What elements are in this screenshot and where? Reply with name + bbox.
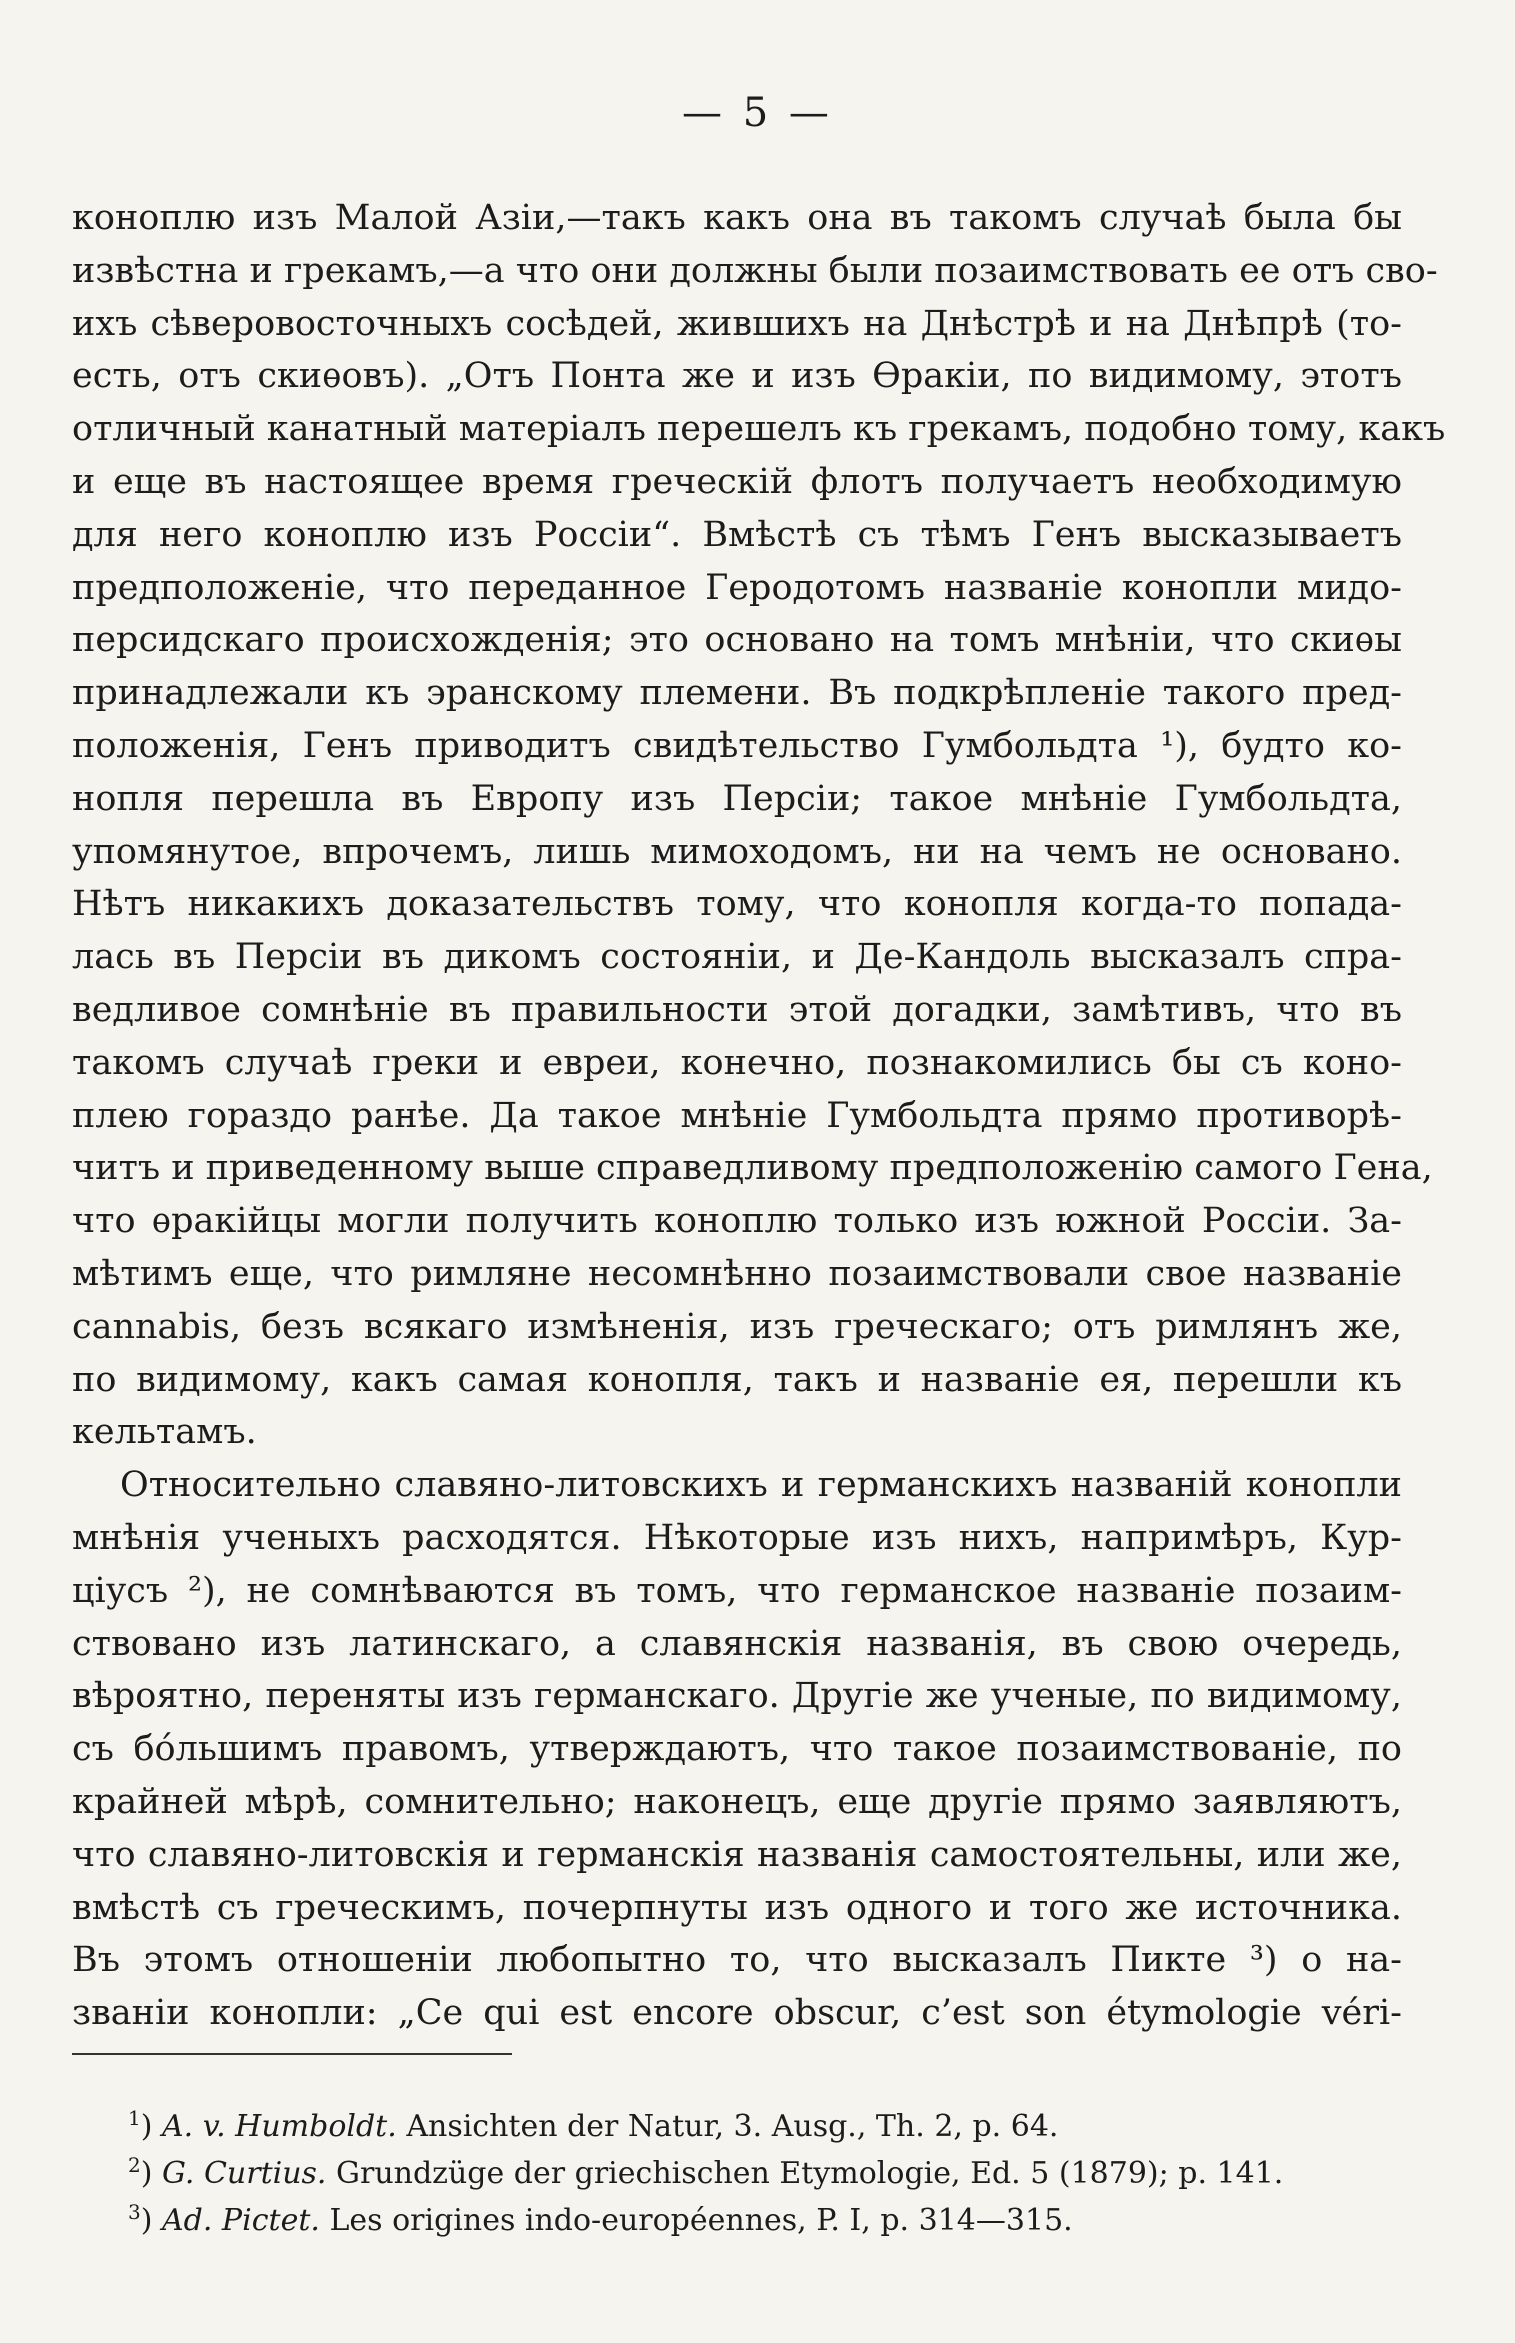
- text-line: ствовано изъ латинскаго, а славянскія названія, въ свою очередь,: [72, 1623, 1402, 1664]
- paragraph-end-line: кельтамъ.: [72, 1412, 257, 1453]
- footnote-text: Grundzüge der griechischen Etymologie, Ed. 5 (1879); p. 141.: [336, 2156, 1284, 2191]
- text-line: есть, отъ скиѳовъ). „Отъ Понта же и изъ Ѳракіи, по видимому, этотъ: [72, 356, 1402, 397]
- text-line: коноплю изъ Малой Азіи,—такъ какъ она въ такомъ случаѣ была бы: [72, 198, 1402, 238]
- text-line: ихъ сѣверовосточныхъ сосѣдей, жившихъ на Днѣстрѣ и на Днѣпрѣ (то-: [72, 303, 1402, 344]
- footnote-text: Les origines indo-européennes, P. I, p. 314—315.: [329, 2203, 1073, 2238]
- footnote-divider: [72, 2053, 512, 2055]
- text-line: предположеніе, что переданное Геродотомъ названіе конопли мидо-: [72, 567, 1402, 608]
- text-line: что ѳракійцы могли получить коноплю только изъ южной Россіи. За-: [72, 1201, 1402, 1242]
- footnote-text: Ansichten der Natur, 3. Ausg., Th. 2, p. 64.: [406, 2109, 1059, 2144]
- text-line: лась въ Персіи въ дикомъ состояніи, и Де-Кандоль высказалъ спра-: [72, 937, 1402, 978]
- text-line: нопля перешла въ Европу изъ Персіи; такое мнѣніе Гумбольдта,: [72, 778, 1402, 819]
- footnote-author: Ad. Pictet.: [161, 2203, 320, 2238]
- paragraph-start-line: Относительно славяно-литовскихъ и германскихъ названій конопли: [120, 1465, 1402, 1506]
- text-line: упомянутое, впрочемъ, лишь мимоходомъ, ни на чемъ не основано.: [72, 831, 1402, 872]
- text-line: мѣтимъ еще, что римляне несомнѣнно позаимствовали свое названіе: [72, 1253, 1402, 1294]
- body-text: [72, 192, 1446, 2040]
- text-line: ціусъ ²), не сомнѣваются въ томъ, что германское названіе позаим-: [72, 1570, 1402, 1611]
- text-line: что славяно-литовскія и германскія названія самостоятельны, или же,: [72, 1834, 1402, 1875]
- text-line: съ бóльшимъ правомъ, утверждаютъ, что такое позаимствованіе, по: [72, 1729, 1402, 1770]
- footnote: $^1$) A. v. Humboldt. Ansichten der Natur, 3. Ausg., Th. 2, p. 64.: [128, 2106, 1059, 2144]
- text-line: и еще въ настоящее время греческій флотъ получаетъ необходимую: [72, 461, 1402, 502]
- text-line: для него коноплю изъ Россіи“. Вмѣстѣ съ тѣмъ Генъ высказываетъ: [72, 514, 1402, 555]
- text-line: принадлежали къ эранскому племени. Въ подкрѣпленіе такого пред-: [72, 673, 1402, 714]
- text-line: читъ и приведенному выше справедливому предположенію самого Гена,: [72, 1148, 1433, 1189]
- text-line: извѣстна и грекамъ,—а что они должны были позаимствовать ее отъ сво-: [72, 250, 1438, 291]
- page-number: — 5 —: [682, 90, 833, 136]
- footnotes: [128, 2095, 1408, 2236]
- footnote: $^2$) G. Curtius. Grundzüge der griechischen Etymologie, Ed. 5 (1879); p. 141.: [128, 2153, 1284, 2191]
- text-line: Въ этомъ отношеніи любопытно то, что высказалъ Пикте ³) о на-: [72, 1940, 1402, 1981]
- text-line: мнѣнія ученыхъ расходятся. Нѣкоторые изъ нихъ, напримѣръ, Кур-: [72, 1517, 1402, 1558]
- text-line: плею гораздо ранѣе. Да такое мнѣніе Гумбольдта прямо противорѣ-: [72, 1095, 1402, 1136]
- text-line: вмѣстѣ съ греческимъ, почерпнуты изъ одного и того же источника.: [72, 1887, 1402, 1928]
- footnote-marker: 1: [128, 2106, 141, 2130]
- text-line: по видимому, какъ самая конопля, такъ и названіе ея, перешли къ: [72, 1359, 1402, 1400]
- footnote-author: A. v. Humboldt.: [161, 2109, 397, 2144]
- text-line: cannabis, безъ всякаго измѣненія, изъ греческаго; отъ римлянъ же,: [72, 1306, 1402, 1347]
- text-line: персидскаго происхожденія; это основано на томъ мнѣніи, что скиѳы: [72, 620, 1402, 661]
- text-line: званіи конопли: „Ce qui est encore obscur, c’est son étymologie véri-: [72, 1993, 1402, 2034]
- footnote: $^3$) Ad. Pictet. Les origines indo-européennes, P. I, p. 314—315.: [128, 2200, 1073, 2238]
- text-line: крайней мѣрѣ, сомнительно; наконецъ, еще другіе прямо заявляютъ,: [72, 1781, 1402, 1822]
- text-line: Нѣтъ никакихъ доказательствъ тому, что конопля когда-то попада-: [72, 884, 1402, 925]
- text-line: отличный канатный матеріалъ перешелъ къ грекамъ, подобно тому, какъ: [72, 409, 1446, 450]
- text-line: ведливое сомнѣніе въ правильности этой догадки, замѣтивъ, что въ: [72, 989, 1402, 1030]
- text-line: такомъ случаѣ греки и евреи, конечно, познакомились бы съ коно-: [72, 1042, 1402, 1083]
- footnote-marker: 2: [128, 2153, 141, 2177]
- text-line: положенія, Генъ приводитъ свидѣтельство Гумбольдта ¹), будто ко-: [72, 725, 1402, 766]
- text-line: вѣроятно, переняты изъ германскаго. Другіе же ученые, по видимому,: [72, 1676, 1402, 1717]
- footnote-marker: 3: [128, 2200, 141, 2224]
- footnote-author: G. Curtius.: [161, 2156, 327, 2191]
